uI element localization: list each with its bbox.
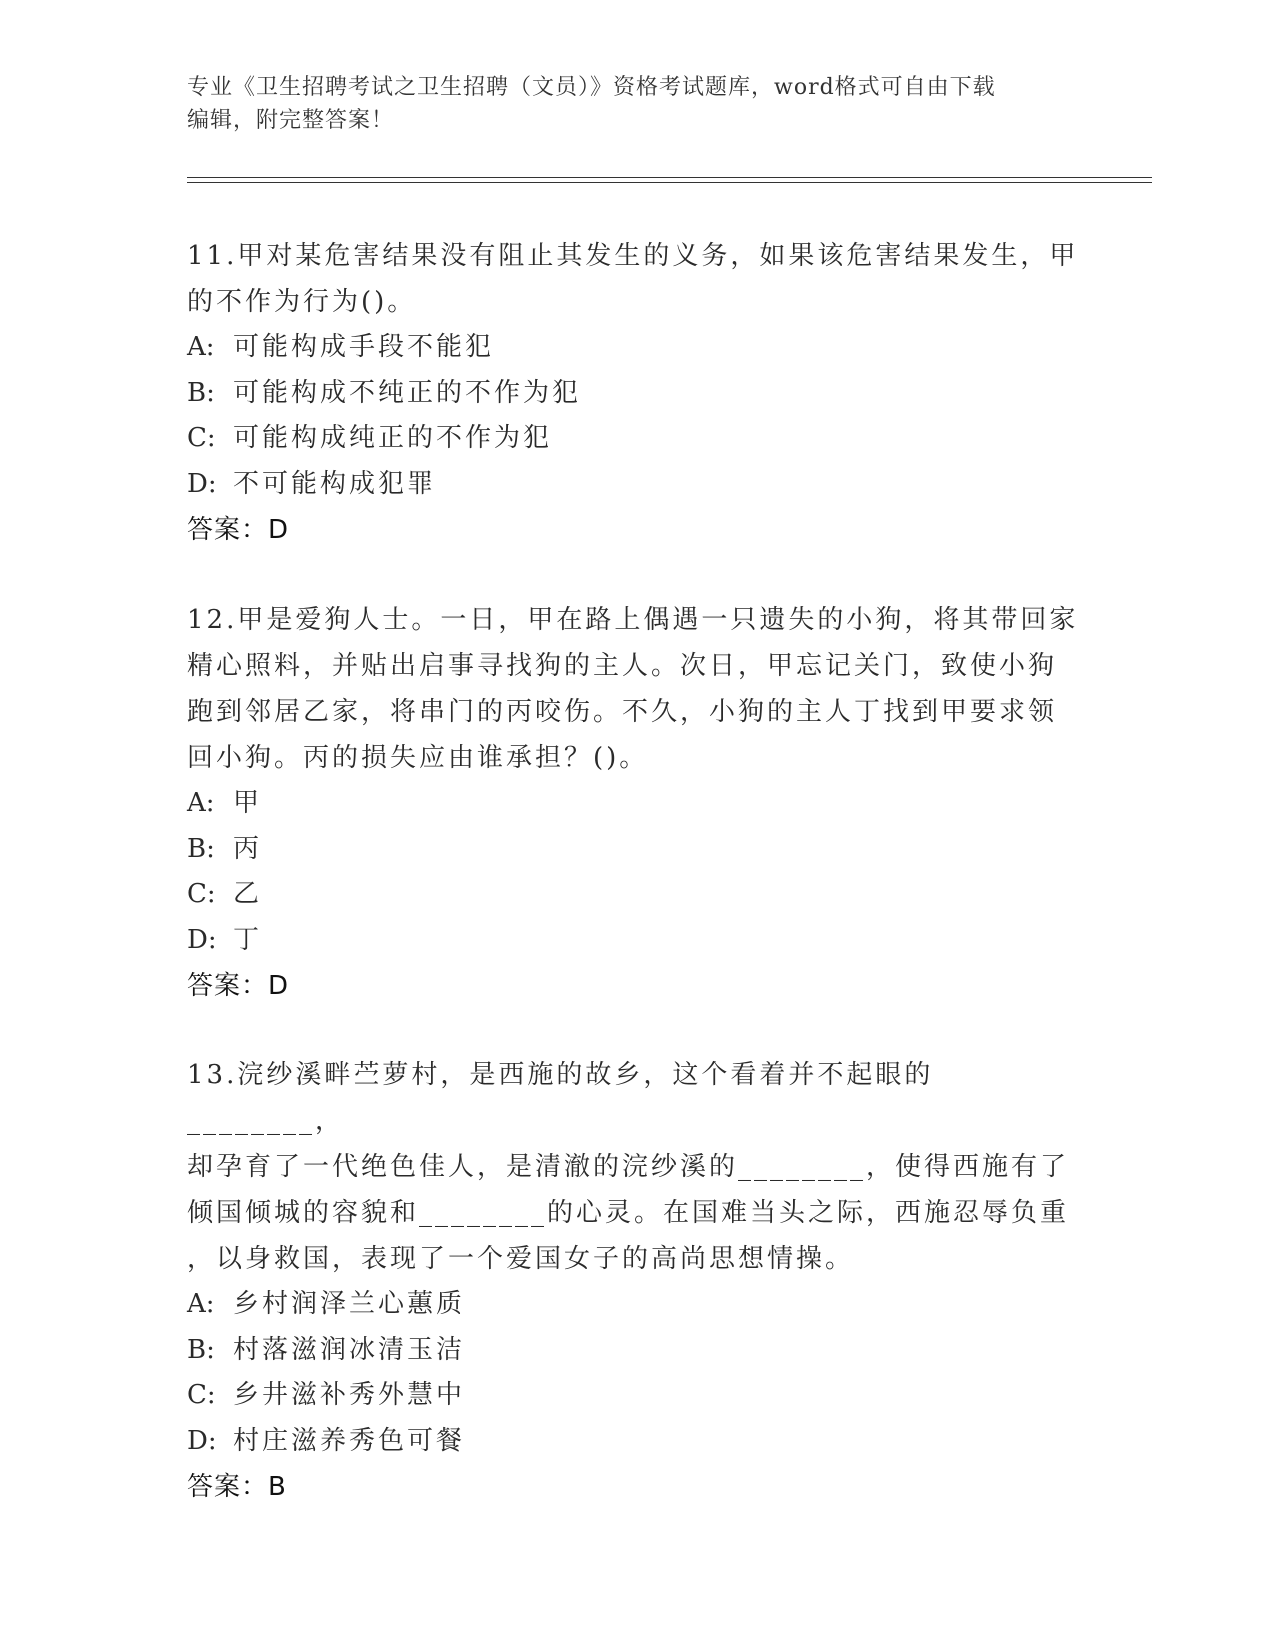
option-label: D: [187, 468, 217, 499]
question-line: ，以身救国，表现了一个爱国女子的高尚思想情操。 [187, 1244, 855, 1274]
option-text: 乡井滋补秀外慧中 [233, 1380, 466, 1410]
answer: 答案：D [187, 515, 290, 545]
question-line: 12.甲是爱狗人士。一日，甲在路上偶遇一只遗失的小狗，将其带回家 [187, 605, 1079, 635]
document-header [187, 71, 1107, 137]
option-text: 丙 [233, 833, 263, 864]
option-d [187, 462, 1087, 508]
question-text [187, 597, 1087, 781]
question-line: 11.甲对某危害结果没有阻止其发生的义务，如果该危害结果发生，甲 [187, 241, 1079, 271]
question-11 [187, 233, 1087, 553]
option-text: 乡村润泽兰心蕙质 [233, 1289, 466, 1319]
option-text: 村庄滋养秀色可餐 [233, 1425, 466, 1456]
question-line: 倾国倾城的容貌和________的心灵。在国难当头之际，西施忍辱负重 [187, 1198, 1070, 1228]
question-line: 13.浣纱溪畔苎萝村，是西施的故乡，这个看着并不起眼的________， [187, 1060, 934, 1136]
option-list [187, 1282, 1087, 1464]
question-line: 回小狗。丙的损失应由谁承担？()。 [187, 743, 649, 773]
option-d [187, 918, 1087, 964]
question-12 [187, 597, 1087, 1009]
option-text: 可能构成不纯正的不作为犯 [233, 377, 582, 408]
question-line: 的不作为行为()。 [187, 287, 417, 317]
option-c [187, 872, 1087, 918]
option-label: D: [187, 1425, 217, 1456]
option-a [187, 781, 1087, 827]
header-line-2: 编辑，附完整答案！ [187, 108, 395, 133]
option-label: A: [187, 1289, 215, 1319]
header-rule-top [187, 177, 1152, 178]
option-d [187, 1419, 1087, 1465]
option-label: C: [187, 1380, 216, 1410]
option-text: 乙 [233, 879, 263, 909]
option-text: 丁 [233, 924, 263, 955]
option-label: D: [187, 924, 217, 955]
question-text [187, 233, 1087, 325]
option-c [187, 1373, 1087, 1419]
option-text: 村落滋润冰清玉洁 [233, 1334, 466, 1365]
option-b [187, 1328, 1087, 1374]
question-line: 跑到邻居乙家，将串门的丙咬伤。不久，小狗的主人丁找到甲要求领 [187, 697, 1058, 727]
option-label: C: [187, 423, 216, 453]
option-label: B: [187, 1334, 215, 1365]
header-line-1: 专业《卫生招聘考试之卫生招聘（文员）》资格考试题库，word格式可自由下载 [187, 75, 996, 100]
question-line: 精心照料，并贴出启事寻找狗的主人。次日，甲忘记关门，致使小狗 [187, 651, 1058, 681]
option-b [187, 827, 1087, 873]
option-a [187, 1282, 1087, 1328]
option-text: 甲 [233, 788, 263, 818]
option-label: B: [187, 377, 215, 408]
answer: 答案：B [187, 1472, 287, 1502]
option-text: 不可能构成犯罪 [233, 468, 437, 499]
question-line: 却孕育了一代绝色佳人，是清澈的浣纱溪的________，使得西施有了 [187, 1152, 1070, 1182]
header-rule-bottom [187, 182, 1152, 183]
option-list [187, 781, 1087, 963]
option-label: A: [187, 788, 215, 818]
question-13 [187, 1052, 1087, 1510]
option-label: A: [187, 332, 215, 362]
answer: 答案：D [187, 971, 290, 1001]
option-list [187, 325, 1087, 507]
question-text [187, 1052, 1087, 1282]
option-label: C: [187, 879, 216, 909]
option-c [187, 416, 1087, 462]
option-text: 可能构成手段不能犯 [233, 332, 495, 362]
option-b [187, 371, 1087, 417]
option-a [187, 325, 1087, 371]
option-label: B: [187, 833, 215, 864]
option-text: 可能构成纯正的不作为犯 [233, 423, 553, 453]
